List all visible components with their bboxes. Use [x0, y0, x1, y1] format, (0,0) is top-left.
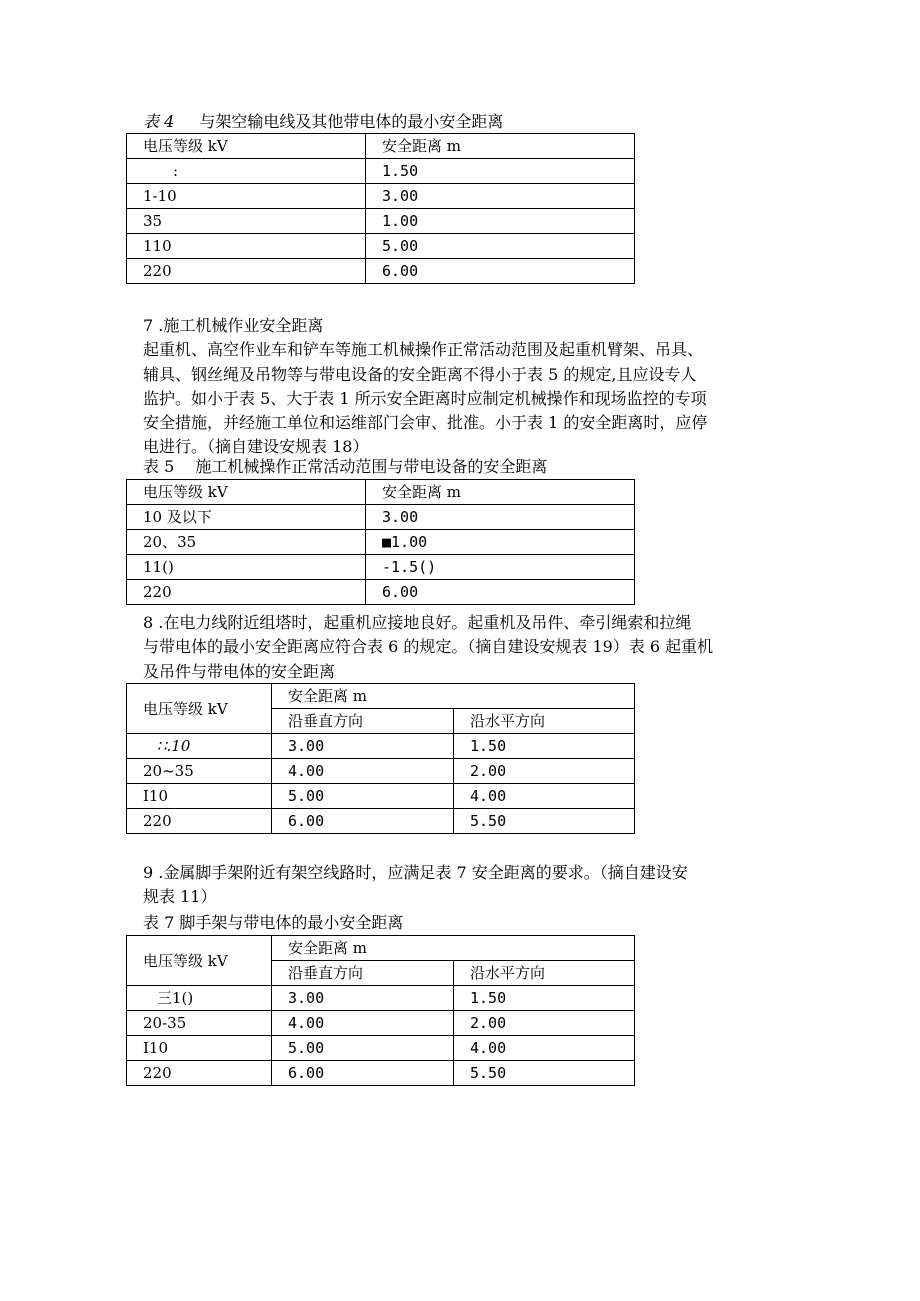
header-distance: 安全距离 m	[366, 134, 635, 159]
paragraph-line: 起重机、高空作业车和铲车等施工机械操作正常活动范围及起重机臂架、吊具、	[143, 340, 704, 360]
distance-cell: ■1.00	[366, 530, 635, 555]
distance-cell: 3.00	[366, 505, 635, 530]
horizontal-distance-cell: 2.00	[454, 759, 635, 784]
distance-cell: -1.5()	[366, 555, 635, 580]
table-row	[127, 259, 635, 284]
voltage-cell: 20、35	[127, 530, 366, 555]
horizontal-distance-cell: 5.50	[454, 809, 635, 834]
table-header-row	[127, 684, 635, 709]
table-row	[127, 734, 635, 759]
distance-cell: 6.00	[366, 259, 635, 284]
table-header-row	[127, 480, 635, 505]
table-row	[127, 986, 635, 1011]
vertical-distance-cell: 6.00	[272, 809, 454, 834]
voltage-cell: 11()	[127, 555, 366, 580]
paragraph-line: 辅具、钢丝绳及吊物等与带电设备的安全距离不得小于表 5 的规定,且应设专人	[143, 364, 697, 384]
section7-title: 7 .施工机械作业安全距离	[143, 316, 324, 335]
voltage-cell: 220	[127, 809, 272, 834]
horizontal-distance-cell: 4.00	[454, 784, 635, 809]
header-voltage: 电压等级 kV	[127, 134, 366, 159]
voltage-cell: 110	[127, 234, 366, 259]
voltage-cell: I10	[127, 784, 272, 809]
vertical-distance-cell: 4.00	[272, 1011, 454, 1036]
vertical-distance-cell: 3.00	[272, 986, 454, 1011]
horizontal-distance-cell: 1.50	[454, 734, 635, 759]
distance-cell: 3.00	[366, 184, 635, 209]
voltage-cell: 10 及以下	[127, 505, 366, 530]
header-voltage: 电压等级 kV	[127, 684, 272, 734]
table6	[126, 683, 635, 834]
paragraph-line: 9 .金属脚手架附近有架空线路时，应满足表 7 安全距离的要求。（摘自建设安	[143, 863, 688, 882]
vertical-distance-cell: 4.00	[272, 759, 454, 784]
table7	[126, 935, 635, 1086]
subheader-horizontal: 沿水平方向	[454, 709, 635, 734]
header-voltage: 电压等级 kV	[127, 936, 272, 986]
distance-cell: 5.00	[366, 234, 635, 259]
table-row	[127, 580, 635, 605]
table-row	[127, 1036, 635, 1061]
voltage-cell: 20-35	[127, 1011, 272, 1036]
table-row	[127, 759, 635, 784]
table-header-row	[127, 936, 635, 961]
horizontal-distance-cell: 5.50	[454, 1061, 635, 1086]
table5-caption: 表 5 施工机械操作正常活动范围与带电设备的安全距离	[143, 457, 548, 476]
table-row	[127, 234, 635, 259]
voltage-cell: ∷.10	[127, 734, 272, 759]
table-row	[127, 555, 635, 580]
section8-paragraph	[143, 611, 793, 684]
table-row	[127, 159, 635, 184]
table-header-row	[127, 134, 635, 159]
table-row	[127, 530, 635, 555]
voltage-cell: 220	[127, 1061, 272, 1086]
subheader-vertical: 沿垂直方向	[272, 709, 454, 734]
horizontal-distance-cell: 4.00	[454, 1036, 635, 1061]
voltage-cell: 220	[127, 580, 366, 605]
table4-caption	[143, 111, 503, 133]
voltage-cell: 35	[127, 209, 366, 234]
paragraph-line: 规表 11）	[143, 887, 217, 907]
table5	[126, 479, 635, 605]
voltage-cell: 20~35	[127, 759, 272, 784]
table-row	[127, 209, 635, 234]
subheader-horizontal: 沿水平方向	[454, 961, 635, 986]
horizontal-distance-cell: 1.50	[454, 986, 635, 1011]
paragraph-line: 监护。如小于表 5、大于表 1 所示安全距离时应制定机械操作和现场监控的专项	[143, 388, 707, 408]
paragraph-line: 与带电体的最小安全距离应符合表 6 的规定。（摘自建设安规表 19）表 6 起重机	[143, 637, 714, 657]
subheader-vertical: 沿垂直方向	[272, 961, 454, 986]
distance-cell: 1.50	[366, 159, 635, 184]
header-distance: 安全距离 m	[272, 936, 635, 961]
table7-caption: 表 7 脚手架与带电体的最小安全距离	[143, 913, 404, 932]
table4-caption-number: 表 4	[143, 112, 175, 131]
voltage-cell: 1-10	[127, 184, 366, 209]
voltage-cell: I10	[127, 1036, 272, 1061]
paragraph-line: 及吊件与带电体的安全距离	[143, 661, 336, 681]
distance-cell: 1.00	[366, 209, 635, 234]
vertical-distance-cell: 6.00	[272, 1061, 454, 1086]
vertical-distance-cell: 5.00	[272, 784, 454, 809]
voltage-cell: :	[127, 159, 366, 184]
section9-paragraph	[143, 861, 793, 910]
table4-caption-text: 与架空输电线及其他带电体的最小安全距离	[199, 112, 504, 131]
voltage-cell: 220	[127, 259, 366, 284]
table-row	[127, 505, 635, 530]
paragraph-line: 安全措施，并经施工单位和运维部门会审、批准。小于表 1 的安全距离时，应停	[143, 413, 708, 433]
vertical-distance-cell: 5.00	[272, 1036, 454, 1061]
paragraph-line: 8 .在电力线附近组塔时，起重机应接地良好。起重机及吊件、牵引绳索和拉绳	[143, 613, 692, 632]
table-row	[127, 809, 635, 834]
header-distance: 安全距离 m	[366, 480, 635, 505]
table-row	[127, 784, 635, 809]
header-distance: 安全距离 m	[272, 684, 635, 709]
table4	[126, 133, 635, 284]
table-row	[127, 1061, 635, 1086]
paragraph-line: 电进行。（摘自建设安规表 18）	[143, 437, 369, 457]
horizontal-distance-cell: 2.00	[454, 1011, 635, 1036]
table-row	[127, 184, 635, 209]
header-voltage: 电压等级 kV	[127, 480, 366, 505]
distance-cell: 6.00	[366, 580, 635, 605]
table-row	[127, 1011, 635, 1036]
section7-paragraph	[143, 314, 793, 460]
vertical-distance-cell: 3.00	[272, 734, 454, 759]
voltage-cell: 三1()	[127, 986, 272, 1011]
